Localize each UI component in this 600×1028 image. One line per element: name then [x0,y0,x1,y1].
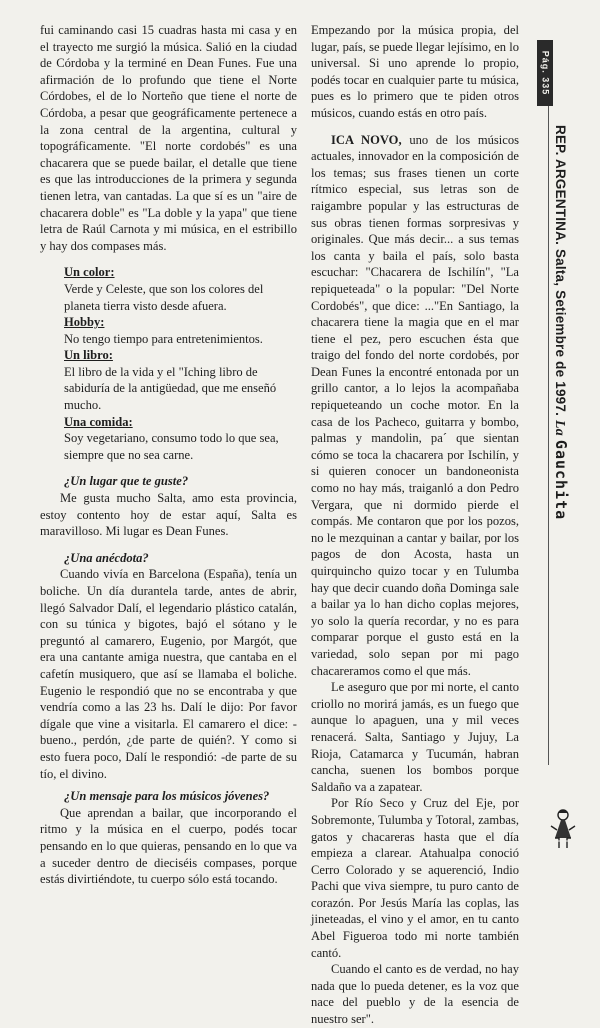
anecdote-question: ¿Una anécdota? [64,550,149,565]
sidebar-divider [548,95,549,765]
page-number-tab [537,40,553,106]
message-question: ¿Un mensaje para los músicos jóvenes? [64,789,270,804]
right-paragraph-1: Empezando por la música propia, del lugar, país, se puede llegar lejísimo, en lo universal. Si uno aprende lo propio, podés tocar en cualquier parte tu música, pues es lo primero que te piden otros músicos, cuando estás en otro país. [311,23,519,120]
food-label: Una comida: [64,414,133,429]
page-number: Pág. 335 [540,50,550,96]
food-text: Soy vegetariano, consumo todo lo que sea, siempre que no sea carne. [64,431,279,462]
place-answer: Me gusta mucho Salta, amo esta provincia, estoy contento hoy de estar aquí, Salta es maravilloso. Mi lugar es Dean Funes. [40,491,297,539]
right-paragraph-2 [311,132,519,680]
color-text: Verde y Celeste, que son los colores del planeta tierra visto desde afuera. [64,281,264,313]
gauchita-doll-icon [548,808,578,852]
ica-novo-lead: ICA NOVO, [331,132,402,147]
brand-logo: Gauchita [552,439,570,521]
hobby-text: No tengo tiempo para entretenimientos. [64,331,263,346]
anecdote-answer: Cuando vivía en Barcelona (España), tenía un boliche. Un día durantela tarde, antes de abrir, llegó Salvador Dalí, el legendario plástico catalán, con su túnica y bigotes, bajó el sótano y le preguntó al camarero, Eugenio, por Margót, que era una cantante amiga nuestra, que cantaba en el cafetín musiquero, que así se llamaba el boliche. Eugenio le respondió que no se encontraba y que vendría como a las 23 hs. Dalí le dijo: Por favor dígale que vine a visitarla. El camarero el dice: -bueno., perdón, ¿de parte de quién?. Y como si esto fuera poco, Dalí le respondió: -de parte de su tío, el divino. [40,567,297,781]
color-label: Un color: [64,265,115,280]
brand-prefix: La [552,420,567,436]
right-paragraph-5: Cuando el canto es de verdad, no hay nada que lo pueda detener, es la voz que nace del pueblo y de la esencia de nuestro ser". [311,962,519,1027]
intro-paragraph: fui caminando casi 15 cuadras hasta mi casa y en el trayecto me surgió la música. Salió en la ciudad de Córdoba y la terminé en Dean Funes. Fue una afirmación de lo profundo que tiene el Norte Córdobes, el de lo Norteño que tiene el norte de Córdoba, a pesar que geográficamente pertenece a la zona central de la argentina, cultural y topográficamente. "El norte cordobés" es una chacarera que se puede bailar, el detalle que tiene es que las introducciones de la primera y segunda tienen letra, van cantadas. La que sí es un "aire de chacarera doble" es "La doble y la yapa" que tiene letra de Raúl Carnota y mi música, en el estribillo y hay dos compases más. [40,23,297,253]
book-label: Un libro: [64,348,113,363]
right-paragraph-2-text: uno de los músicos actuales, innovador en la composición de los temas; sus frases tienen un corte rítmico especial, sus letras son de raigambre popular y las estructuras de sus obras tienen formas sorpresivas y originales. Que más decir... a sus temas los canta y baila el país, solo basta escuchar: "Chacarera de Ischilín", "La repiqueteada" o la popular: "Del Norte Cordobés", que dice: ..."En Santiago, la chacarera tiene la magia que en el mar tiene el pez, pero escuchen ésta que traigo del fondo del norte cordobés, por Dean Funes la encontré entonada por un grillo cantor, a lo lejos la acompañaba repiqueteando un coche motor. En la casa de los Pacheco, guitarra y bombo, palmas y mandolin, pa´ que sientan cómo se toca la chacarera por Ischilín, y si quieren conocer un bandoneonista como no hay más, traiganló a don Pedro Vergara, que ni dormido pierde el compás. Me contaron que por los pozos, no le mezquinan a cantar y bailar, por los pagos de don Acosta, hasta un quirquincho quizo tocar y en Tulumba hay que decir cuando doña Dominga sale a bailar ya lo han dicho coplas mejores, yo solo la quería recordar, y no es para comparar porque el gusto está en la variedad, solo sepan por mi pago chacareramos como el que más. [311,132,519,678]
right-paragraph-4: Por Río Seco y Cruz del Eje, por Sobremonte, Tulumba y Totoral, zambas, gatos y chacareras hasta que el día empieza a clarear. Atahualpa conoció Cerro Colorado y se aquerenció, Indio Pachi que viva siempre, tu puro canto de corazón. Por Jesús María las coplas, las jineteadas, el vino y el amor, en tu canto Abel Figueroa todo mi norte también cantó. [311,796,519,960]
place-question: ¿Un lugar que te guste? [64,474,189,489]
left-column [40,22,297,888]
vertical-dateline [552,125,572,755]
right-paragraph-3: Le aseguro que por mi norte, el canto criollo no morirá jamás, es un fuego que aunque lo apaguen, una y mil veces renacerá. Salta, Santiago y Jujuy, La Rioja, Catamarca y Tucumán, habran cancha, suenen los bombos porque Saldaño va a zapatear. [311,680,519,794]
dateline-text: REP. ARGENTINA. Salta, Setiembre de 1997. [553,125,568,417]
book-text: El libro de la vida y el "Iching libro de sabiduría de la antigüedad, que me enseñó mucho. [64,364,277,413]
right-column [311,22,519,1028]
message-answer: Que aprendan a bailar, que incorporando el ritmo y la música en el cuerpo, podés tocar pensando en lo que quieras, pensando en lo que va a suceder dentro de dieciséis compases, porque estás divirtiéndote, tu cuerpo sólo está tocando. [40,805,297,887]
hobby-label: Hobby: [64,315,105,330]
